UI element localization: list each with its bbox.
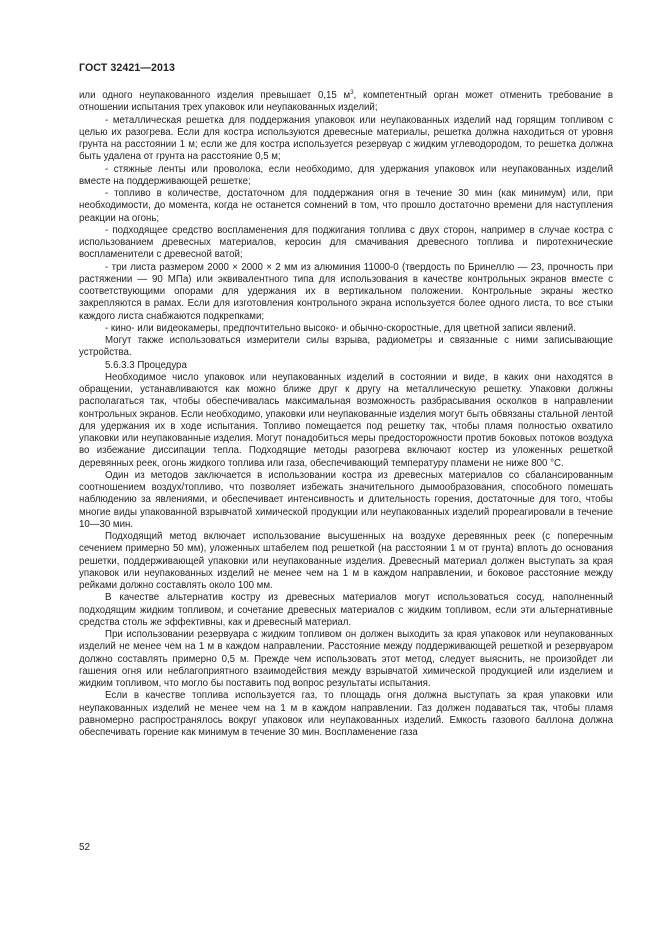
superscript: 3 (350, 90, 354, 96)
page-number: 52 (79, 842, 91, 853)
paragraph-wood-fire: Один из методов заключается в использовании костра из древесных материалов со сбалансированным соотношением воздух/топливо, что позволяет избежать значительного дымообразования, способного помешать наблюдению за явлениями, и обеспечивает интенсивность и длительность горения, достаточные для того, чтобы многие виды упакованной взрывчатой химической продукции или неупакованных изделий прореагировали в течение 10—30 мин. (79, 469, 613, 530)
list-item-grate: - металлическая решетка для поддержания упаковок или неупакованных изделий над горящим топливом с целью их разогрева. Если для костра используются древесные материалы, решетка должна находиться от уровня грунта на расстоянии 1 м; если же для костра используется резервуар с жидким углеводородом, то решетка должна быть удалена от грунта на расстояние 0,5 м; (79, 114, 613, 163)
body-text (79, 90, 613, 739)
paragraph-instruments: Могут также использоваться измерители силы взрыва, радиометры и связанные с ними записывающие устройства. (79, 335, 613, 359)
standard-header: ГОСТ 32421—2013 (79, 62, 176, 74)
paragraph-procedure: Необходимое число упаковок или неупакованных изделий в состоянии и виде, в каких они находятся в обращении, устанавливаются как можно ближе друг к другу на металлическую решетку. Упаковки должны располагаться так, чтобы обеспечивалась максимальная возможность разбрасывания осколков в направлении контрольных экранов. Если необходимо, упаковки или неупакованные изделия могут быть обвязаны стальной лентой для удержания их в ходе испытания. Топливо помещается под решетку так, чтобы пламя полностью охватило упаковки или неупакованные изделия. Могут понадобиться меры предосторожности против боковых потоков воздуха во избежание диссипации тепла. Подходящие методы разогрева включают костер из уложенных решеткой деревянных реек, огонь жидкого топлива или газа, обеспечивающий температуру пламени не ниже 800 °С. (79, 371, 613, 469)
list-item-ignition: - подходящее средство воспламенения для поджигания топлива с двух сторон, например в случае костра с использованием древесных материалов, керосин для смачивания древесного топлива и пиротехнические воспламенители с древесной ватой; (79, 224, 613, 261)
section-heading: 5.6.3.3 Процедура (105, 359, 187, 371)
paragraph-continuation: или одного неупакованного изделия превышает 0,15 $м^3$, компетентный орган может отменить требование в отношении испытания трех упаковок или неупакованных изделий; (79, 90, 613, 114)
list-item-cameras: - кино- или видеокамеры, предпочтительно высоко- и обычно-скоростные, для цветной записи явлений. (105, 322, 576, 334)
list-item-screens: - три листа размером 2000 × 2000 × 2 мм из алюминия 11000-0 (твердость по Бринеллю — 23, прочность при растяжении — 90 МПа) или эквивалентного типа для использования в качестве контрольных экранов вместе с соответствующими опорами для удержания их в вертикальном положении. Контрольные экраны жестко закрепляются в рамах. Если для изготовления контрольного экрана используется более одного листа, то все стыки каждого листа снабжаются подкрепками; (79, 261, 613, 322)
list-item-straps: - стяжные ленты или проволока, если необходимо, для удержания упаковок или неупакованных изделий вместе на поддерживающей решетке; (79, 163, 613, 187)
paragraph-method: Подходящий метод включает использование высушенных на воздухе деревянных реек (с поперечным сечением примерно 50 мм), уложенных штабелем под решеткой (на расстоянии 1 м от грунта) вплоть до основания решетки, поддерживающей упаковки или неупакованные изделия. Древесный материал должен выступать за края упаковок или неупакованных изделий не менее чем на 1 м в каждом направлении, и боковое расстояние между рейками должно составлять около 100 мм. (79, 531, 613, 591)
list-item-fuel: - топливо в количестве, достаточном для поддержания огня в течение 30 мин (как минимум) или, при необходимости, до момента, когда не останется сомнений в том, что прошло достаточно времени для наступления реакции на огонь; (79, 188, 613, 224)
paragraph-gas: Если в качестве топлива используется газ, то площадь огня должна выступать за края упаковки или неупакованных изделий не менее чем на 1 м в каждом направлении. Газ должен подаваться так, чтобы пламя равномерно распространялось вокруг упаковок или неупакованных изделий. Емкость газового баллона должна обеспечивать горение как минимум в течение 30 мин. Воспламенение газа (79, 690, 613, 738)
paragraph-liquid-fuel: При использовании резервуара с жидким топливом он должен выходить за края упаковок или неупакованных изделий не менее чем на 1 м в каждом направлении. Расстояние между поддерживающей решеткой и резервуаром должно составлять примерно 0,5 м. Прежде чем использовать этот метод, следует выяснить, не произойдет ли гашения огня или неблагоприятного взаимодействия между взрывчатой химической продукцией или изделием и жидким топливом, что могло бы поставить под вопрос результаты испытания. (79, 629, 613, 689)
paragraph-alternatives: В качестве альтернатив костру из древесных материалов могут использоваться сосуд, наполненный подходящим жидким топливом, и сочетание древесных материалов с жидким топливом, если эти альтернативные средства столь же эффективны, как и древесный материал. (79, 592, 613, 628)
